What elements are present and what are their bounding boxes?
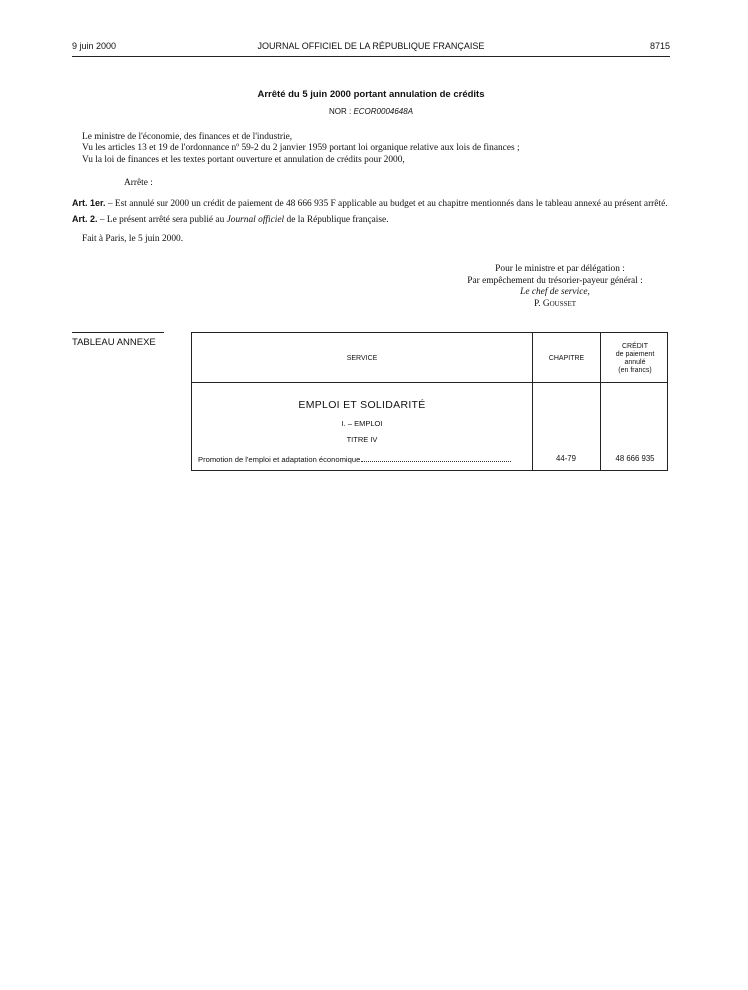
- column-header-service: SERVICE: [346, 355, 378, 362]
- row-label-text: Promotion de l'emploi et adaptation économique: [198, 455, 361, 464]
- arrete-keyword: Arrête :: [124, 178, 153, 189]
- article-1: [72, 197, 670, 210]
- arrete-body: [72, 132, 670, 246]
- signature-line-2: Par empêchement du trésorier-payeur général :: [467, 275, 643, 286]
- preamble-vu-loi: Vu la loi de finances et les textes portant ouverture et annulation de crédits pour 2000,: [82, 154, 405, 165]
- fait-a-paris: Fait à Paris, le 5 juin 2000.: [82, 234, 184, 245]
- credit-header-line-3: annulé: [624, 359, 646, 366]
- preamble-minister: Le ministre de l'économie, des finances et de l'industrie,: [82, 132, 293, 142]
- nor-code: ECOR0004648A: [353, 107, 414, 116]
- signature-line-1: Pour le ministre et par délégation :: [495, 264, 625, 274]
- header-journal-title: JOURNAL OFFICIEL DE LA RÉPUBLIQUE FRANÇAISE: [257, 41, 485, 51]
- table-header-divider: [192, 382, 667, 383]
- header-date: 9 juin 2000: [72, 41, 117, 51]
- preamble-vu-ordonnance: Vu les articles 13 et 19 de l'ordonnance nº 59-2 du 2 janvier 1959 portant loi organique relative aux lois de finances ;: [82, 143, 520, 154]
- article-2-label: Art. 2.: [72, 214, 98, 225]
- header-page-number: 8715: [649, 41, 670, 51]
- signature-name: P. Gousset: [533, 298, 577, 309]
- table-col-divider-1: [532, 333, 533, 470]
- header-rule: [72, 56, 670, 57]
- nor-line: [72, 107, 670, 116]
- article-2-text-after: de la République française.: [284, 215, 389, 226]
- nor-label: NOR :: [328, 107, 352, 116]
- article-1-text: – Est annulé sur 2000 un crédit de paiement de 48 666 935 F applicable au budget et au chapitre mentionnés dans le tableau annexé au présent arrêté.: [107, 198, 668, 209]
- table-row-label: [198, 454, 528, 464]
- article-1-label: Art. 1er.: [72, 197, 106, 208]
- arrete-title: Arrêté du 5 juin 2000 portant annulation de crédits: [257, 89, 485, 100]
- page-header: [72, 41, 670, 55]
- leader-dots: [361, 454, 511, 462]
- section-title: EMPLOI ET SOLIDARITÉ: [298, 399, 426, 411]
- table-row-chapitre: 44-79: [556, 454, 576, 463]
- credit-header-line-1: CRÉDIT: [621, 343, 649, 350]
- signature-block: [440, 264, 670, 310]
- article-2-text-italic: Journal officiel: [226, 215, 285, 226]
- table-row-credit: 48 666 935: [615, 454, 655, 463]
- annex-table: [191, 332, 668, 471]
- article-2-text-before: – Le présent arrêté sera publié au: [99, 215, 227, 226]
- titre-label: TITRE IV: [346, 435, 378, 444]
- article-2: [72, 214, 670, 226]
- column-header-credit: [601, 343, 669, 375]
- signature-line-3: Le chef de service,: [520, 287, 590, 298]
- credit-header-line-2: de paiement: [615, 351, 655, 358]
- subsection-title: I. – EMPLOI: [341, 419, 383, 428]
- tableau-annexe-label: TABLEAU ANNEXE: [72, 332, 164, 348]
- column-header-chapitre: CHAPITRE: [548, 355, 585, 362]
- credit-header-line-4: (en francs): [618, 367, 652, 374]
